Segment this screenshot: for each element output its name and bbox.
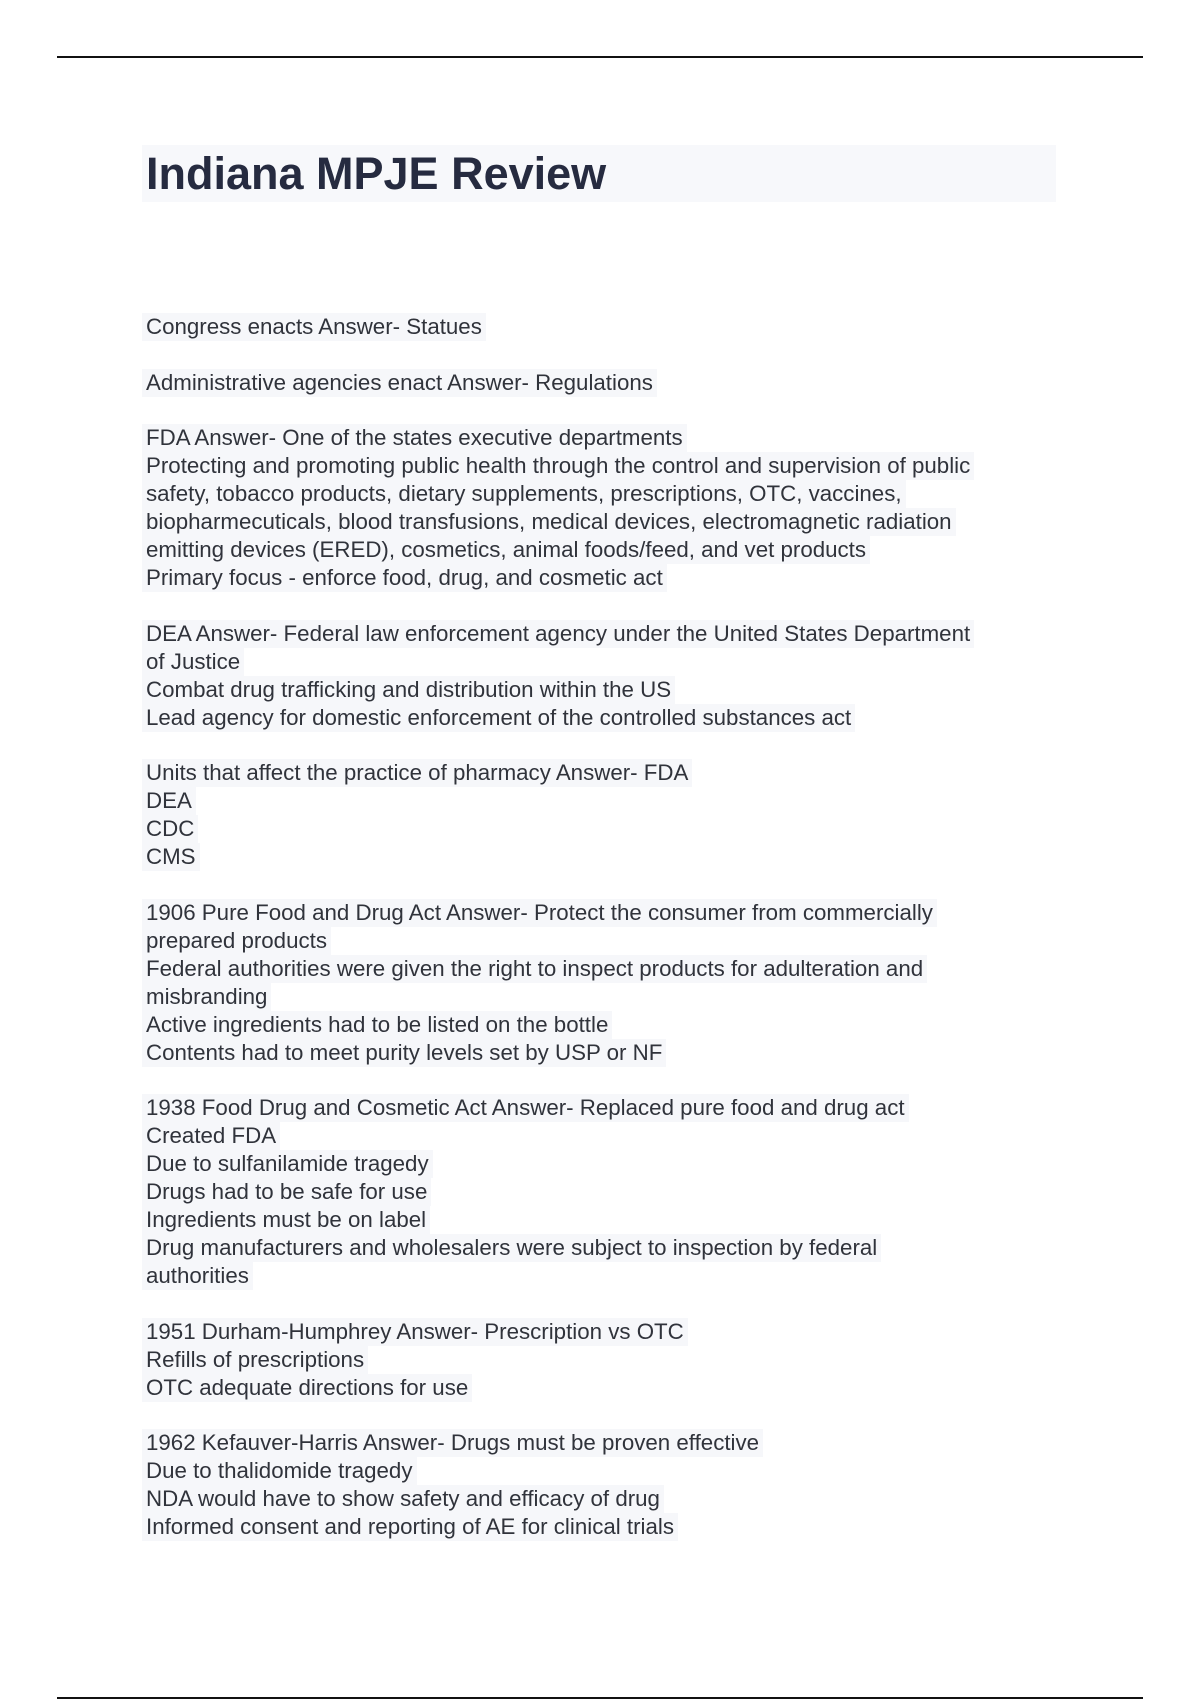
- qa-answer-line: Combat drug trafficking and distribution within the US: [142, 676, 675, 704]
- qa-question-line: 1951 Durham-Humphrey Answer- Prescription vs OTC: [142, 1318, 688, 1346]
- qa-list: [142, 313, 1082, 1569]
- qa-entry: [142, 1094, 1082, 1290]
- qa-answer-line: Federal authorities were given the right to inspect products for adulteration and: [142, 955, 927, 983]
- qa-answer-line: Due to sulfanilamide tragedy: [142, 1150, 433, 1178]
- qa-answer-line: NDA would have to show safety and efficacy of drug: [142, 1485, 664, 1513]
- qa-question-line: 1938 Food Drug and Cosmetic Act Answer- Replaced pure food and drug act: [142, 1094, 909, 1122]
- qa-entry: [142, 1429, 1082, 1541]
- qa-answer-line: Created FDA: [142, 1122, 280, 1150]
- qa-entry: [142, 620, 1082, 732]
- qa-answer-line: Drug manufacturers and wholesalers were subject to inspection by federal: [142, 1234, 881, 1262]
- qa-question-line: Administrative agencies enact Answer- Regulations: [142, 369, 657, 397]
- qa-answer-line: Primary focus - enforce food, drug, and cosmetic act: [142, 564, 667, 592]
- bottom-rule: [57, 1697, 1143, 1699]
- qa-answer-line: CDC: [142, 815, 198, 843]
- qa-answer-line: authorities: [142, 1262, 253, 1290]
- top-rule: [57, 56, 1143, 58]
- qa-question-line: FDA Answer- One of the states executive departments: [142, 424, 687, 452]
- qa-answer-line: CMS: [142, 843, 200, 871]
- qa-answer-line: emitting devices (ERED), cosmetics, animal foods/feed, and vet products: [142, 536, 870, 564]
- qa-answer-line: Ingredients must be on label: [142, 1206, 430, 1234]
- qa-answer-line: prepared products: [142, 927, 331, 955]
- qa-question-line: DEA Answer- Federal law enforcement agency under the United States Department: [142, 620, 974, 648]
- qa-answer-line: Refills of prescriptions: [142, 1346, 368, 1374]
- qa-entry: [142, 1318, 1082, 1402]
- qa-answer-line: biopharmecuticals, blood transfusions, medical devices, electromagnetic radiation: [142, 508, 956, 536]
- qa-answer-line: DEA: [142, 787, 196, 815]
- qa-answer-line: Active ingredients had to be listed on the bottle: [142, 1011, 612, 1039]
- qa-answer-line: Protecting and promoting public health through the control and supervision of public: [142, 452, 974, 480]
- qa-answer-line: of Justice: [142, 648, 244, 676]
- qa-answer-line: OTC adequate directions for use: [142, 1374, 472, 1402]
- qa-entry: [142, 899, 1082, 1067]
- qa-answer-line: misbranding: [142, 983, 271, 1011]
- qa-entry: [142, 424, 1082, 592]
- qa-question-line: Units that affect the practice of pharmacy Answer- FDA: [142, 759, 692, 787]
- qa-entry: [142, 313, 1082, 341]
- qa-answer-line: Lead agency for domestic enforcement of the controlled substances act: [142, 704, 855, 732]
- qa-question-line: 1906 Pure Food and Drug Act Answer- Protect the consumer from commercially: [142, 899, 937, 927]
- qa-question-line: 1962 Kefauver-Harris Answer- Drugs must be proven effective: [142, 1429, 763, 1457]
- qa-entry: [142, 369, 1082, 397]
- qa-answer-line: Due to thalidomide tragedy: [142, 1457, 417, 1485]
- qa-entry: [142, 759, 1082, 871]
- qa-answer-line: Drugs had to be safe for use: [142, 1178, 431, 1206]
- qa-answer-line: Contents had to meet purity levels set by USP or NF: [142, 1039, 666, 1067]
- qa-answer-line: safety, tobacco products, dietary supplements, prescriptions, OTC, vaccines,: [142, 480, 906, 508]
- qa-answer-line: Informed consent and reporting of AE for clinical trials: [142, 1513, 678, 1541]
- page-title: Indiana MPJE Review: [146, 148, 607, 199]
- title-block: [142, 145, 1056, 202]
- qa-question-line: Congress enacts Answer- Statues: [142, 313, 486, 341]
